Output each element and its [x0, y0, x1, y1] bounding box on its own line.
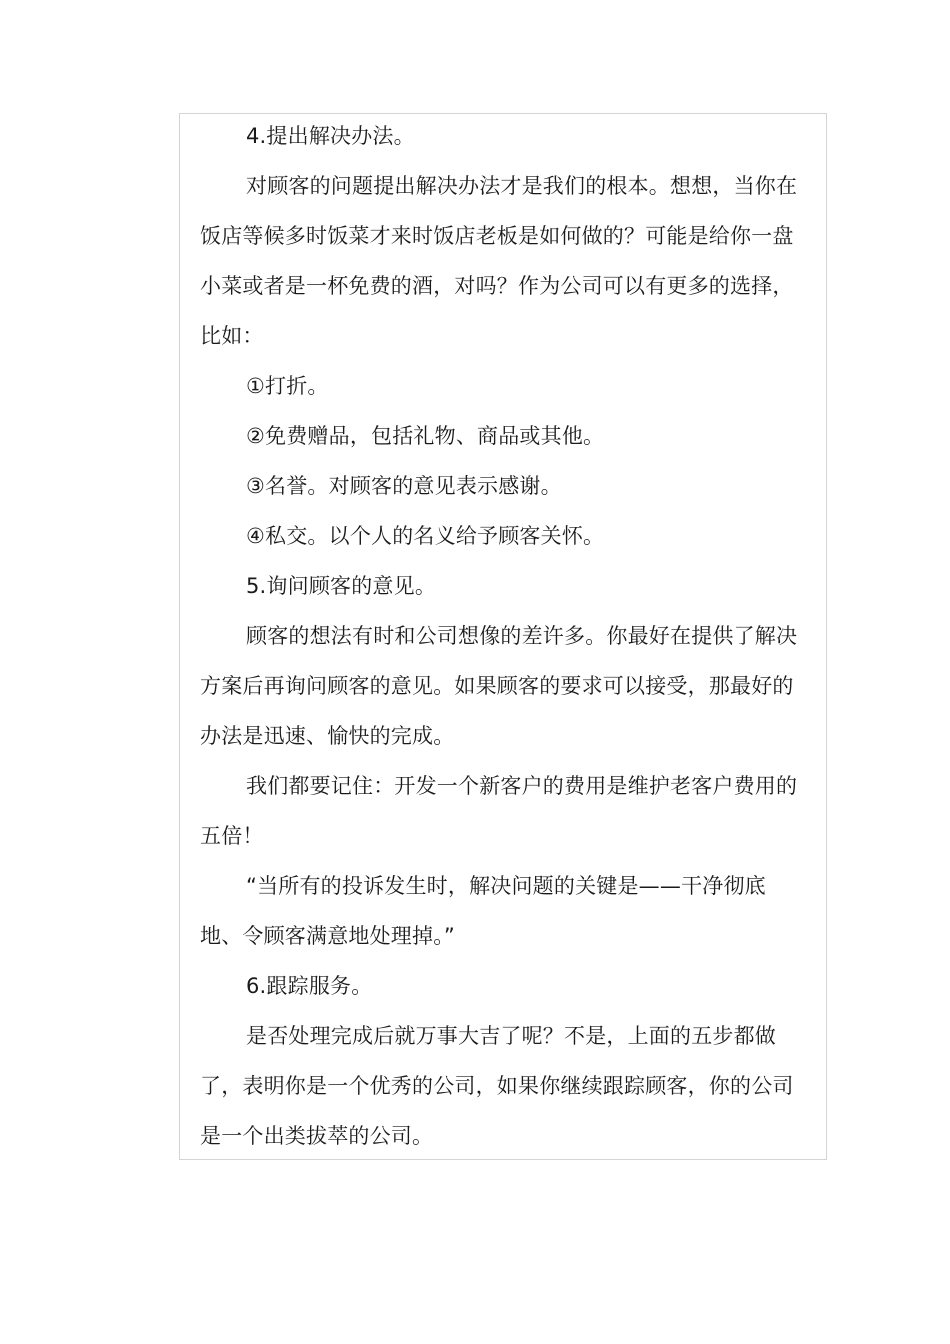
- step-4-heading: 4.提出解决办法。: [246, 124, 415, 148]
- step-5-heading: 5.询问顾客的意见。: [246, 574, 437, 598]
- step-6-body: 是否处理完成后就万事大吉了呢？不是，上面的五步都做了，表明你是一个优秀的公司，如果你继续跟踪顾客，你的公司是一个出类拔萃的公司。: [200, 1024, 794, 1148]
- option-discount: ①打折。: [246, 374, 329, 398]
- option-reputation: ③名誉。对顾客的意见表示感谢。: [246, 474, 562, 498]
- reminder-paragraph: 我们都要记住：开发一个新客户的费用是维护老客户费用的五倍！: [200, 774, 798, 848]
- step-5-body: 顾客的想法有时和公司想像的差许多。你最好在提供了解决方案后再询问顾客的意见。如果顾客的要求可以接受，那最好的办法是迅速、愉快的完成。: [200, 624, 798, 748]
- step-4-body: 对顾客的问题提出解决办法才是我们的根本。想想，当你在饭店等候多时饭菜才来时饭店老板是如何做的？可能是给你一盘小菜或者是一杯免费的酒，对吗？作为公司可以有更多的选择，比如：: [200, 174, 798, 348]
- step-6-heading: 6.跟踪服务。: [246, 974, 373, 998]
- quote-paragraph: “当所有的投诉发生时，解决问题的关键是——干净彻底地、令顾客满意地处理掉。”: [200, 874, 766, 948]
- option-free-gift: ②免费赠品，包括礼物、商品或其他。: [246, 424, 605, 448]
- document-body: [200, 111, 808, 1161]
- option-personal: ④私交。以个人的名义给予顾客关怀。: [246, 524, 605, 548]
